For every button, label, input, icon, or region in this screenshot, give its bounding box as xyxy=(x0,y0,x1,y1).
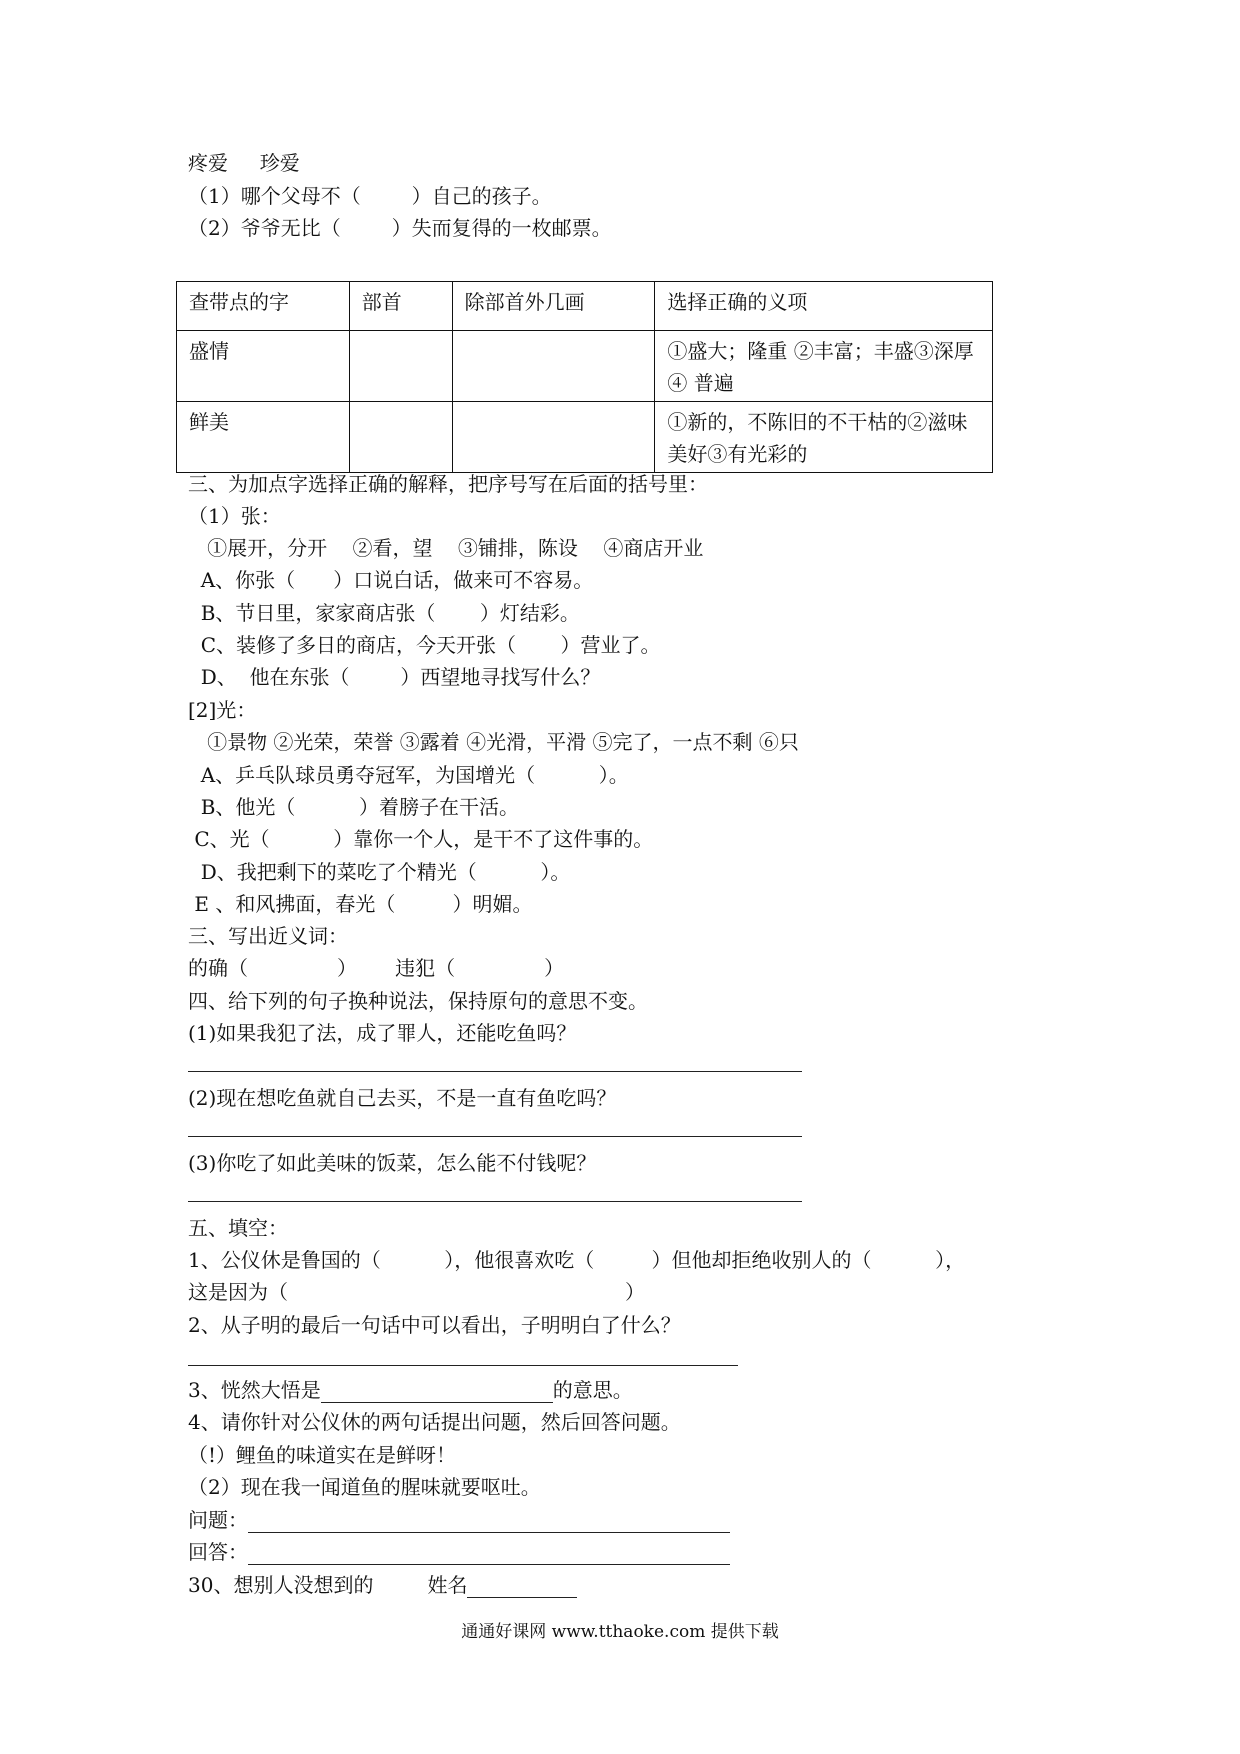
footer-credit: 通通好课网 www.tthaoke.com 提供下载 xyxy=(461,1622,779,1642)
name-field[interactable] xyxy=(467,1577,577,1598)
section-heading: 三、为加点字选择正确的解释，把序号写在后面的括号里： xyxy=(188,472,708,496)
table-cell-radical xyxy=(349,402,452,473)
name-label: 姓名 xyxy=(427,1573,468,1597)
question-text: 3、恍然大悟是 xyxy=(188,1378,321,1402)
question-line: 4、请你针对公仪休的两句话提出问题，然后回答问题。 xyxy=(188,1410,681,1434)
question-line: B、节日里，家家商店张（ ）灯结彩。 xyxy=(188,601,580,625)
question-line: (1)如果我犯了法，成了罪人，还能吃鱼吗？ xyxy=(188,1021,577,1045)
definition-options: ①展开，分开 ②看，望 ③铺排，陈设 ④商店开业 xyxy=(188,536,704,560)
fill-blank[interactable] xyxy=(248,1544,730,1565)
sub-heading: （1）张： xyxy=(188,504,281,528)
table-cell-meaning: ①盛大；隆重 ②丰富；丰盛③深厚 ④ 普遍 xyxy=(655,331,993,402)
answer-line[interactable] xyxy=(188,1365,738,1366)
question-line: 1、公仪休是鲁国的（ ），他很喜欢吃（ ）但他却拒绝收别人的（ ）， xyxy=(188,1248,966,1272)
answer-row xyxy=(188,1539,730,1565)
question-line: （2）爷爷无比（ ）失而复得的一枚邮票。 xyxy=(188,216,612,240)
table-cell-strokes xyxy=(452,331,655,402)
table-header-row xyxy=(177,282,993,331)
sub-heading: [2]光： xyxy=(188,698,257,722)
question-text: 的意思。 xyxy=(552,1378,633,1402)
lesson-title-line xyxy=(188,1572,577,1598)
table-header: 查带点的字 xyxy=(177,282,350,331)
answer-line[interactable] xyxy=(188,1071,802,1072)
question-line: （!）鲤鱼的味道实在是鲜呀！ xyxy=(188,1443,457,1467)
question-line: C、光（ ）靠你一个人，是干不了这件事的。 xyxy=(188,827,654,851)
table-row xyxy=(177,331,993,402)
question-line: （2）现在我一闻道鱼的腥味就要呕吐。 xyxy=(188,1475,541,1499)
question-line: D、我把剩下的菜吃了个精光（ ）。 xyxy=(188,860,571,884)
question-line xyxy=(188,1507,730,1533)
answer-line[interactable] xyxy=(188,1136,802,1137)
fill-blank[interactable] xyxy=(321,1382,553,1403)
table-row xyxy=(177,402,993,473)
question-line: A、乒乓队球员勇夺冠军，为国增光（ ）。 xyxy=(188,763,629,787)
question-line: D、 他在东张（ ）西望地寻找写什么？ xyxy=(188,665,601,689)
dictionary-table xyxy=(176,281,993,473)
table-cell-strokes xyxy=(452,402,655,473)
question-line: (2)现在想吃鱼就自己去买，不是一直有鱼吃吗？ xyxy=(188,1086,617,1110)
table-cell-word: 鲜美 xyxy=(177,402,350,473)
section-heading: 四、给下列的句子换种说法，保持原句的意思不变。 xyxy=(188,989,648,1013)
question-line: 2、从子明的最后一句话中可以看出，子明明白了什么？ xyxy=(188,1313,681,1337)
section-heading: 五、填空： xyxy=(188,1216,288,1240)
answer-label: 回答： xyxy=(188,1540,248,1564)
question-line: （1）哪个父母不（ ）自己的孩子。 xyxy=(188,184,552,208)
answer-line[interactable] xyxy=(188,1201,802,1202)
table-header: 除部首外几画 xyxy=(452,282,655,331)
question-line: (3)你吃了如此美味的饭菜，怎么能不付钱呢？ xyxy=(188,1151,597,1175)
word-options: 疼爱 珍爱 xyxy=(188,151,300,175)
table-cell-meaning: ①新的，不陈旧的不干枯的②滋味美好③有光彩的 xyxy=(655,402,993,473)
question-label: 问题： xyxy=(188,1508,248,1532)
table-header: 部首 xyxy=(349,282,452,331)
question-line: C、装修了多日的商店，今天开张（ ）营业了。 xyxy=(188,633,661,657)
definition-options: ①景物 ②光荣，荣誉 ③露着 ④光滑，平滑 ⑤完了，一点不剩 ⑥只 xyxy=(188,730,799,754)
question-line xyxy=(188,1377,633,1403)
table-cell-radical xyxy=(349,331,452,402)
question-line: 这是因为（ ） xyxy=(188,1280,645,1304)
table-cell-word: 盛情 xyxy=(177,331,350,402)
lesson-title: 30、想别人没想到的 xyxy=(188,1573,374,1597)
table-header: 选择正确的义项 xyxy=(655,282,993,331)
question-line: E 、和风拂面，春光（ ）明媚。 xyxy=(188,892,533,916)
question-line: 的确（ ） 违犯（ ） xyxy=(188,956,565,980)
question-line: B、他光（ ）着膀子在干活。 xyxy=(188,795,519,819)
question-line: A、你张（ ）口说白话，做来可不容易。 xyxy=(188,568,594,592)
fill-blank[interactable] xyxy=(248,1512,730,1533)
section-heading: 三、写出近义词： xyxy=(188,924,348,948)
